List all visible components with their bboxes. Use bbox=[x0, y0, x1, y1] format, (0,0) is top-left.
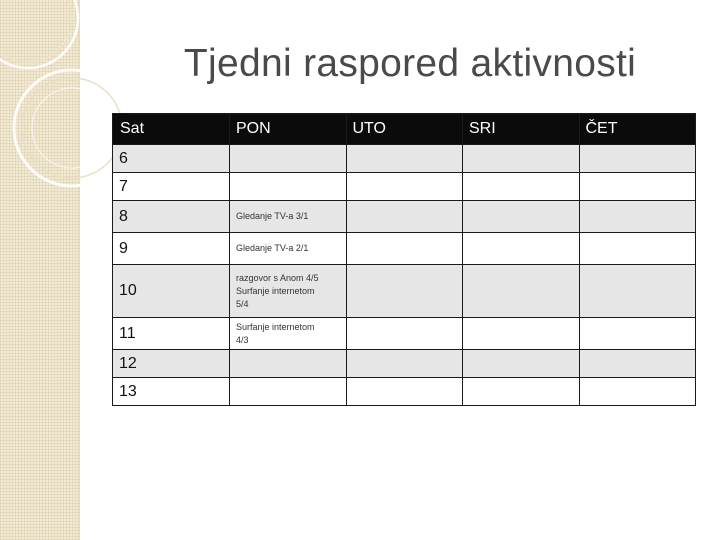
table-row bbox=[113, 265, 696, 318]
monday-cell bbox=[230, 265, 347, 318]
hour-cell: 10 bbox=[113, 265, 230, 318]
column-header-tuesday: UTO bbox=[346, 114, 463, 145]
hour-cell: 6 bbox=[113, 145, 230, 173]
table-header-row bbox=[113, 114, 696, 145]
wednesday-cell bbox=[463, 350, 580, 378]
weekly-schedule-table bbox=[112, 113, 696, 406]
table-row bbox=[113, 233, 696, 265]
monday-cell bbox=[230, 233, 347, 265]
activity-entry: razgovor s Anom 4/5 bbox=[236, 272, 319, 283]
wednesday-cell bbox=[463, 145, 580, 173]
tuesday-cell bbox=[346, 318, 463, 350]
thursday-cell bbox=[579, 265, 696, 318]
wednesday-cell bbox=[463, 265, 580, 318]
thursday-cell bbox=[579, 201, 696, 233]
hour-cell: 13 bbox=[113, 378, 230, 406]
monday-cell bbox=[230, 173, 347, 201]
activity-entry: 4/3 bbox=[236, 334, 249, 345]
column-header-monday: PON bbox=[230, 114, 347, 145]
table-row bbox=[113, 378, 696, 406]
table-row bbox=[113, 173, 696, 201]
tuesday-cell bbox=[346, 145, 463, 173]
tuesday-cell bbox=[346, 350, 463, 378]
wednesday-cell bbox=[463, 201, 580, 233]
wednesday-cell bbox=[463, 173, 580, 201]
tuesday-cell bbox=[346, 378, 463, 406]
table-row bbox=[113, 318, 696, 350]
activity-entry: Gledanje TV-a 2/1 bbox=[236, 243, 309, 253]
tuesday-cell bbox=[346, 265, 463, 318]
tuesday-cell bbox=[346, 201, 463, 233]
table-row bbox=[113, 201, 696, 233]
thursday-cell bbox=[579, 318, 696, 350]
activity-entry: Surfanje internetom bbox=[236, 285, 315, 296]
monday-cell bbox=[230, 318, 347, 350]
tuesday-cell bbox=[346, 233, 463, 265]
wednesday-cell bbox=[463, 233, 580, 265]
monday-cell bbox=[230, 378, 347, 406]
activity-entry: Surfanje internetom bbox=[236, 321, 315, 332]
hour-cell: 8 bbox=[113, 201, 230, 233]
table-row bbox=[113, 350, 696, 378]
hour-cell: 7 bbox=[113, 173, 230, 201]
activity-entry: Gledanje TV-a 3/1 bbox=[236, 211, 309, 221]
column-header-wednesday: SRI bbox=[463, 114, 580, 145]
monday-cell bbox=[230, 350, 347, 378]
page-title: Tjedni raspored aktivnosti bbox=[183, 42, 637, 85]
thursday-cell bbox=[579, 145, 696, 173]
table-row bbox=[113, 145, 696, 173]
monday-cell bbox=[230, 201, 347, 233]
hour-cell: 11 bbox=[113, 318, 230, 350]
wednesday-cell bbox=[463, 318, 580, 350]
column-header-hour: Sat bbox=[113, 114, 230, 145]
thursday-cell bbox=[579, 233, 696, 265]
hour-cell: 12 bbox=[113, 350, 230, 378]
thursday-cell bbox=[579, 378, 696, 406]
thursday-cell bbox=[579, 173, 696, 201]
tuesday-cell bbox=[346, 173, 463, 201]
column-header-thursday: ČET bbox=[579, 114, 696, 145]
wednesday-cell bbox=[463, 378, 580, 406]
activity-entry: 5/4 bbox=[236, 298, 249, 309]
monday-cell bbox=[230, 145, 347, 173]
thursday-cell bbox=[579, 350, 696, 378]
hour-cell: 9 bbox=[113, 233, 230, 265]
